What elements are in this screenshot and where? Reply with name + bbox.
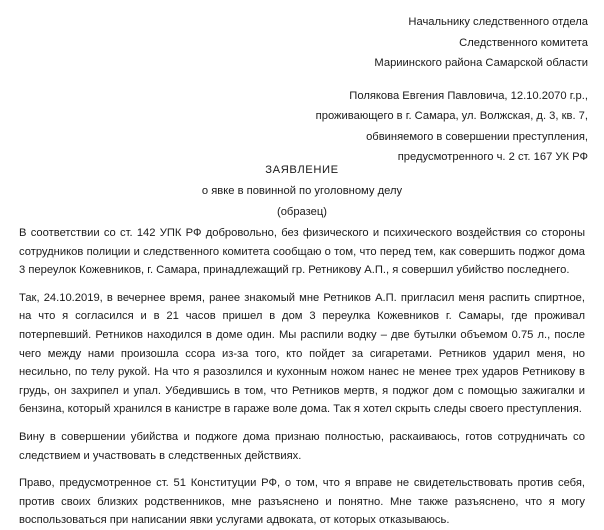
document-title-block bbox=[0, 160, 604, 223]
body-paragraph: Так, 24.10.2019, в вечернее время, ранее знакомый мне Ретников А.П. пригласил меня распить спиртное, на что я согласился и в 21 часов пришел в дом 3 переулка Кожевников г. Самары, где проживал потерпевший. Ретников находился в доме один. Мы распили водку – две бутылки объемом 0.75 л., после чего между нами произошла ссора из-за того, кто пойдет за сигаретами. Ретников ударил меня, но несильно, по телу рукой. На что я разозлился и кухонным ножом нанес не менее трех ударов Ретникову в грудь, он захрипел и упал. Убедившись в том, что Ретников мертв, я поджог дом с помощью зажигалки и бензина, который хранился в канистре в гараже воле дома. Так я хотел скрыть следы своего преступления. bbox=[19, 291, 585, 416]
sender-line: Полякова Евгения Павловича, 12.10.2070 г.р., bbox=[349, 89, 588, 102]
addressee-line: Мариинского района Самарской области bbox=[374, 57, 588, 69]
sender-line: обвиняемого в совершении преступления, bbox=[366, 130, 588, 143]
document-body bbox=[19, 224, 585, 530]
document-note: (образец) bbox=[276, 206, 328, 218]
addressee-line: Начальнику следственного отдела bbox=[408, 16, 588, 28]
body-paragraph: В соответствии со ст. 142 УПК РФ добровольно, без физического и психического воздействия со стороны сотрудников полиции и следственного комитета сообщаю о том, что перед тем, как совершить поджог дома 3 переулок Кожевников, г. Самара, принадлежащий гр. Ретникову А.П., я совершил убийство последнего. bbox=[19, 227, 585, 277]
body-paragraph: Вину в совершении убийства и поджоге дома признаю полностью, раскаиваюсь, готов сотрудничать со следствием и участвовать в следственных действиях. bbox=[19, 430, 585, 462]
body-paragraph: Право, предусмотренное ст. 51 Конституции РФ, о том, что я вправе не свидетельствовать против себя, против своих близких родственников, мне разъяснено и понятно. Мне также разъяснено, что я могу воспользоваться при написании явки услугами адвоката, от которых отказываюсь. bbox=[19, 477, 585, 527]
document-subtitle: о явке в повинной по уголовному делу bbox=[201, 185, 403, 197]
document-title: ЗАЯВЛЕНИЕ bbox=[265, 164, 339, 176]
sender-line: проживающего в г. Самара, ул. Волжская, д. 3, кв. 7, bbox=[315, 110, 588, 122]
addressee-line: Следственного комитета bbox=[459, 36, 588, 49]
sender-line: предусмотренного ч. 2 ст. 167 УК РФ bbox=[397, 151, 588, 163]
header-spacer bbox=[316, 74, 588, 86]
addressee-header bbox=[316, 12, 588, 168]
